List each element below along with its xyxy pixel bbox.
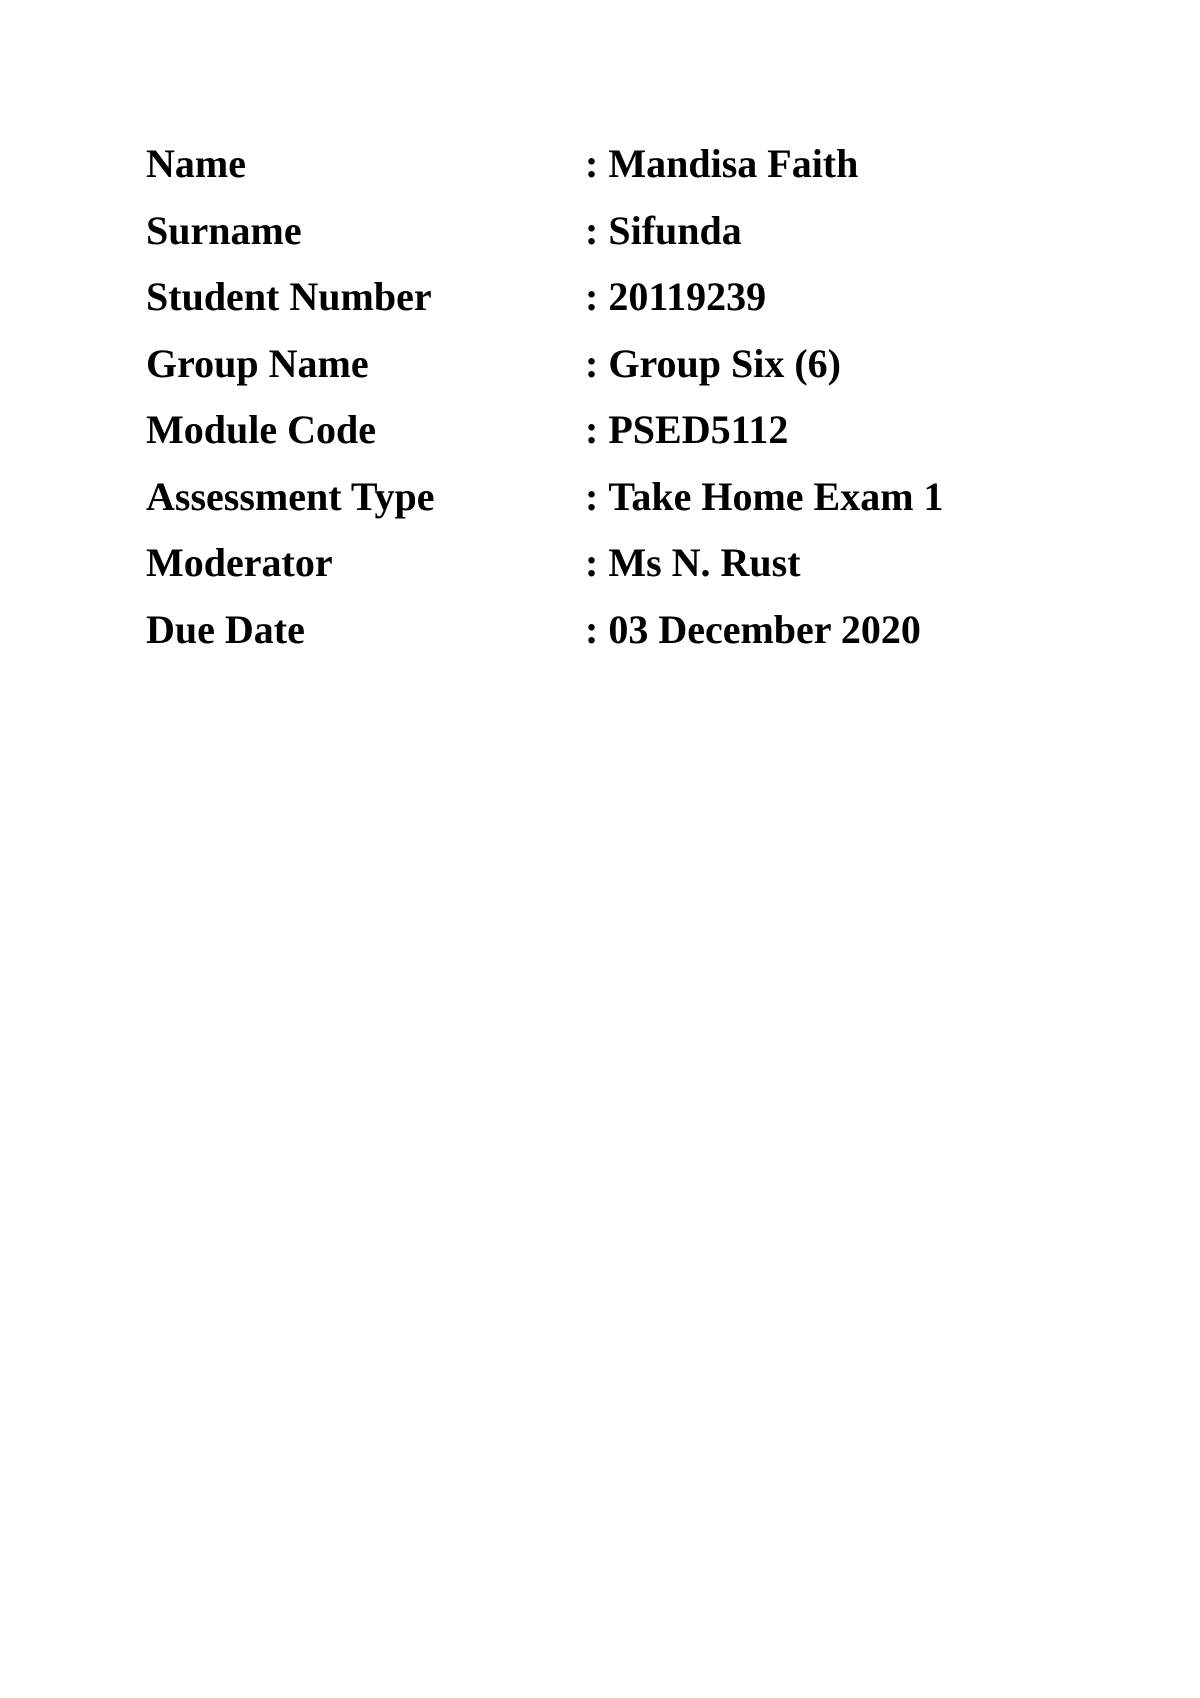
field-separator: :	[585, 274, 599, 319]
field-student-number	[146, 273, 1046, 340]
field-label: Student Number	[146, 274, 432, 319]
field-surname	[146, 207, 1046, 274]
field-assessment-type	[146, 473, 1046, 540]
field-group-name	[146, 340, 1046, 407]
field-label: Assessment Type	[146, 473, 435, 519]
field-moderator	[146, 539, 1046, 606]
field-label: Name	[146, 141, 246, 186]
field-value: Take Home Exam 1	[608, 473, 944, 519]
field-value: Group Six (6)	[608, 340, 841, 386]
field-name	[146, 140, 1046, 207]
field-separator: :	[585, 540, 599, 585]
field-value: 03 December 2020	[608, 606, 921, 652]
field-due-date	[146, 606, 1046, 673]
field-separator: :	[585, 407, 599, 452]
field-module-code	[146, 406, 1046, 473]
student-details	[146, 140, 1046, 672]
field-label: Surname	[146, 207, 302, 253]
field-separator: :	[585, 207, 599, 253]
field-label: Moderator	[146, 540, 333, 585]
field-value: Ms N. Rust	[608, 540, 801, 585]
field-separator: :	[585, 340, 599, 386]
field-label: Due Date	[146, 606, 305, 652]
field-separator: :	[585, 606, 599, 652]
field-value: Mandisa Faith	[608, 141, 859, 186]
field-value: Sifunda	[608, 207, 742, 253]
field-value: 20119239	[608, 274, 767, 319]
field-label: Group Name	[146, 340, 369, 386]
field-value: PSED5112	[608, 407, 789, 452]
field-separator: :	[585, 473, 599, 519]
field-separator: :	[585, 141, 599, 186]
field-label: Module Code	[146, 407, 376, 452]
